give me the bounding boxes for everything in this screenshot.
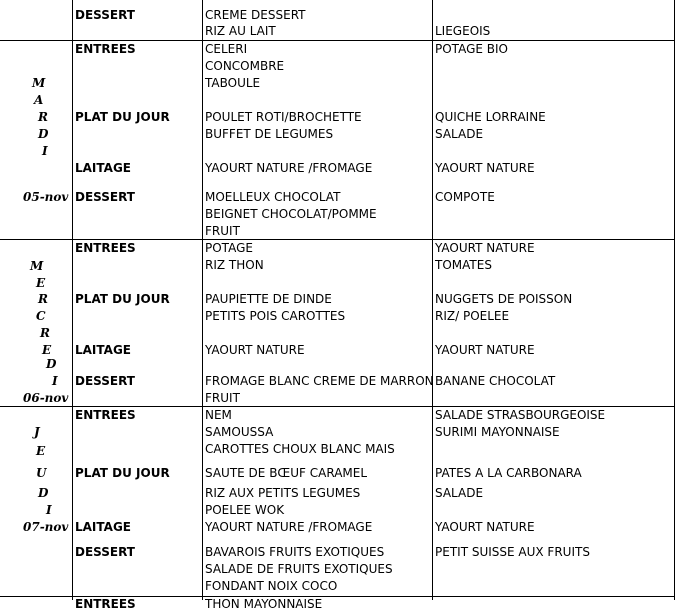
day-letter: I [52, 374, 58, 388]
day-letter: E [36, 276, 46, 290]
dinner-item: NUGGETS DE POISSON [435, 292, 573, 306]
day-letter: M [30, 259, 44, 273]
lunch-item: FONDANT NOIX COCO [205, 579, 338, 593]
lunch-item: FROMAGE BLANC CREME DE MARRON [205, 374, 434, 388]
dinner-item: QUICHE LORRAINE [435, 110, 546, 124]
cut-off-row [205, 597, 430, 611]
dinner-item: YAOURT NATURE [435, 241, 535, 255]
row-divider [0, 40, 674, 41]
dinner-item: PETIT SUISSE AUX FRUITS [435, 545, 590, 559]
lunch-item: FRUIT [205, 224, 240, 238]
day-letter: E [42, 343, 52, 357]
day-letter: I [42, 144, 48, 158]
dinner-item: SALADE [435, 486, 484, 500]
day-letter: D [38, 486, 49, 500]
lunch-item: CONCOMBRE [205, 59, 285, 73]
category-label: PLAT DU JOUR [75, 292, 170, 306]
lunch-item: POULET ROTI/BROCHETTE [205, 110, 362, 124]
dinner-item: POTAGE BIO [435, 42, 508, 56]
day-letter: E [36, 444, 46, 458]
lunch-item: BUFFET DE LEGUMES [205, 127, 334, 141]
lunch-item: TABOULE [205, 76, 261, 90]
category-label: DESSERT [75, 8, 135, 22]
row-divider [0, 239, 674, 240]
lunch-item: BEIGNET CHOCOLAT/POMME [205, 207, 377, 221]
lunch-item: CREME DESSERT [205, 8, 306, 22]
category-label: DESSERT [75, 545, 135, 559]
lunch-item: POTAGE [205, 241, 253, 255]
lunch-item: CAROTTES CHOUX BLANC MAIS [205, 442, 395, 456]
column-divider [432, 0, 433, 600]
lunch-item: YAOURT NATURE [205, 343, 305, 357]
lunch-item: SAMOUSSA [205, 425, 274, 439]
row-divider [0, 406, 674, 407]
category-label: LAITAGE [75, 161, 131, 175]
lunch-item: PETITS POIS CAROTTES [205, 309, 346, 323]
day-letter: M [32, 76, 46, 90]
lunch-item: SAUTE DE BŒUF CARAMEL [205, 466, 368, 480]
day-letter: R [40, 326, 50, 340]
dinner-item: BANANE CHOCOLAT [435, 374, 556, 388]
lunch-item: MOELLEUX CHOCOLAT [205, 190, 341, 204]
day-date: 06-nov [23, 391, 69, 405]
lunch-item: BAVAROIS FRUITS EXOTIQUES [205, 545, 385, 559]
dinner-item: PATES A LA CARBONARA [435, 466, 582, 480]
dinner-item: LIEGEOIS [435, 24, 491, 38]
lunch-item: FRUIT [205, 391, 240, 405]
lunch-item: CELERI [205, 42, 248, 56]
dinner-item: SURIMI MAYONNAISE [435, 425, 560, 439]
lunch-item: NEM [205, 408, 232, 422]
category-label: ENTREES [75, 241, 136, 255]
day-letter: D [38, 127, 49, 141]
lunch-item: SALADE DE FRUITS EXOTIQUES [205, 562, 393, 576]
dinner-item: YAOURT NATURE [435, 161, 535, 175]
dinner-item: SALADE [435, 127, 484, 141]
day-letter: R [38, 292, 48, 306]
day-letter: C [36, 309, 46, 323]
lunch-item: RIZ AU LAIT [205, 24, 276, 38]
day-date: 05-nov [23, 190, 69, 204]
table-right-border [674, 0, 675, 600]
day-letter: D [46, 357, 57, 371]
day-date: 07-nov [23, 520, 69, 534]
day-letter: A [34, 93, 44, 107]
lunch-item: POELEE WOK [205, 503, 285, 517]
dinner-item: YAOURT NATURE [435, 520, 535, 534]
category-label: PLAT DU JOUR [75, 466, 170, 480]
column-divider [202, 0, 203, 600]
category-label: ENTREES [75, 42, 136, 56]
dinner-item: RIZ/ POELEE [435, 309, 510, 323]
dinner-item: TOMATES [435, 258, 492, 272]
day-letter: U [36, 466, 47, 480]
lunch-item: THON MAYONNAISE [205, 597, 323, 611]
lunch-item: PAUPIETTE DE DINDE [205, 292, 332, 306]
cut-off-row [75, 597, 200, 611]
category-label: DESSERT [75, 374, 135, 388]
category-label: ENTREES [75, 408, 136, 422]
day-letter: R [38, 110, 48, 124]
dinner-item: YAOURT NATURE [435, 343, 535, 357]
lunch-item: RIZ THON [205, 258, 264, 272]
lunch-item: YAOURT NATURE /FROMAGE [205, 161, 373, 175]
column-divider [72, 0, 73, 600]
lunch-item: YAOURT NATURE /FROMAGE [205, 520, 373, 534]
category-label: PLAT DU JOUR [75, 110, 170, 124]
category-label: DESSERT [75, 190, 135, 204]
lunch-item: RIZ AUX PETITS LEGUMES [205, 486, 361, 500]
category-label: LAITAGE [75, 343, 131, 357]
dinner-item: COMPOTE [435, 190, 495, 204]
day-letter: J [34, 425, 40, 439]
dinner-item: SALADE STRASBOURGEOISE [435, 408, 606, 422]
category-label: LAITAGE [75, 520, 131, 534]
category-label: ENTREES [75, 597, 136, 611]
day-letter: I [46, 503, 52, 517]
